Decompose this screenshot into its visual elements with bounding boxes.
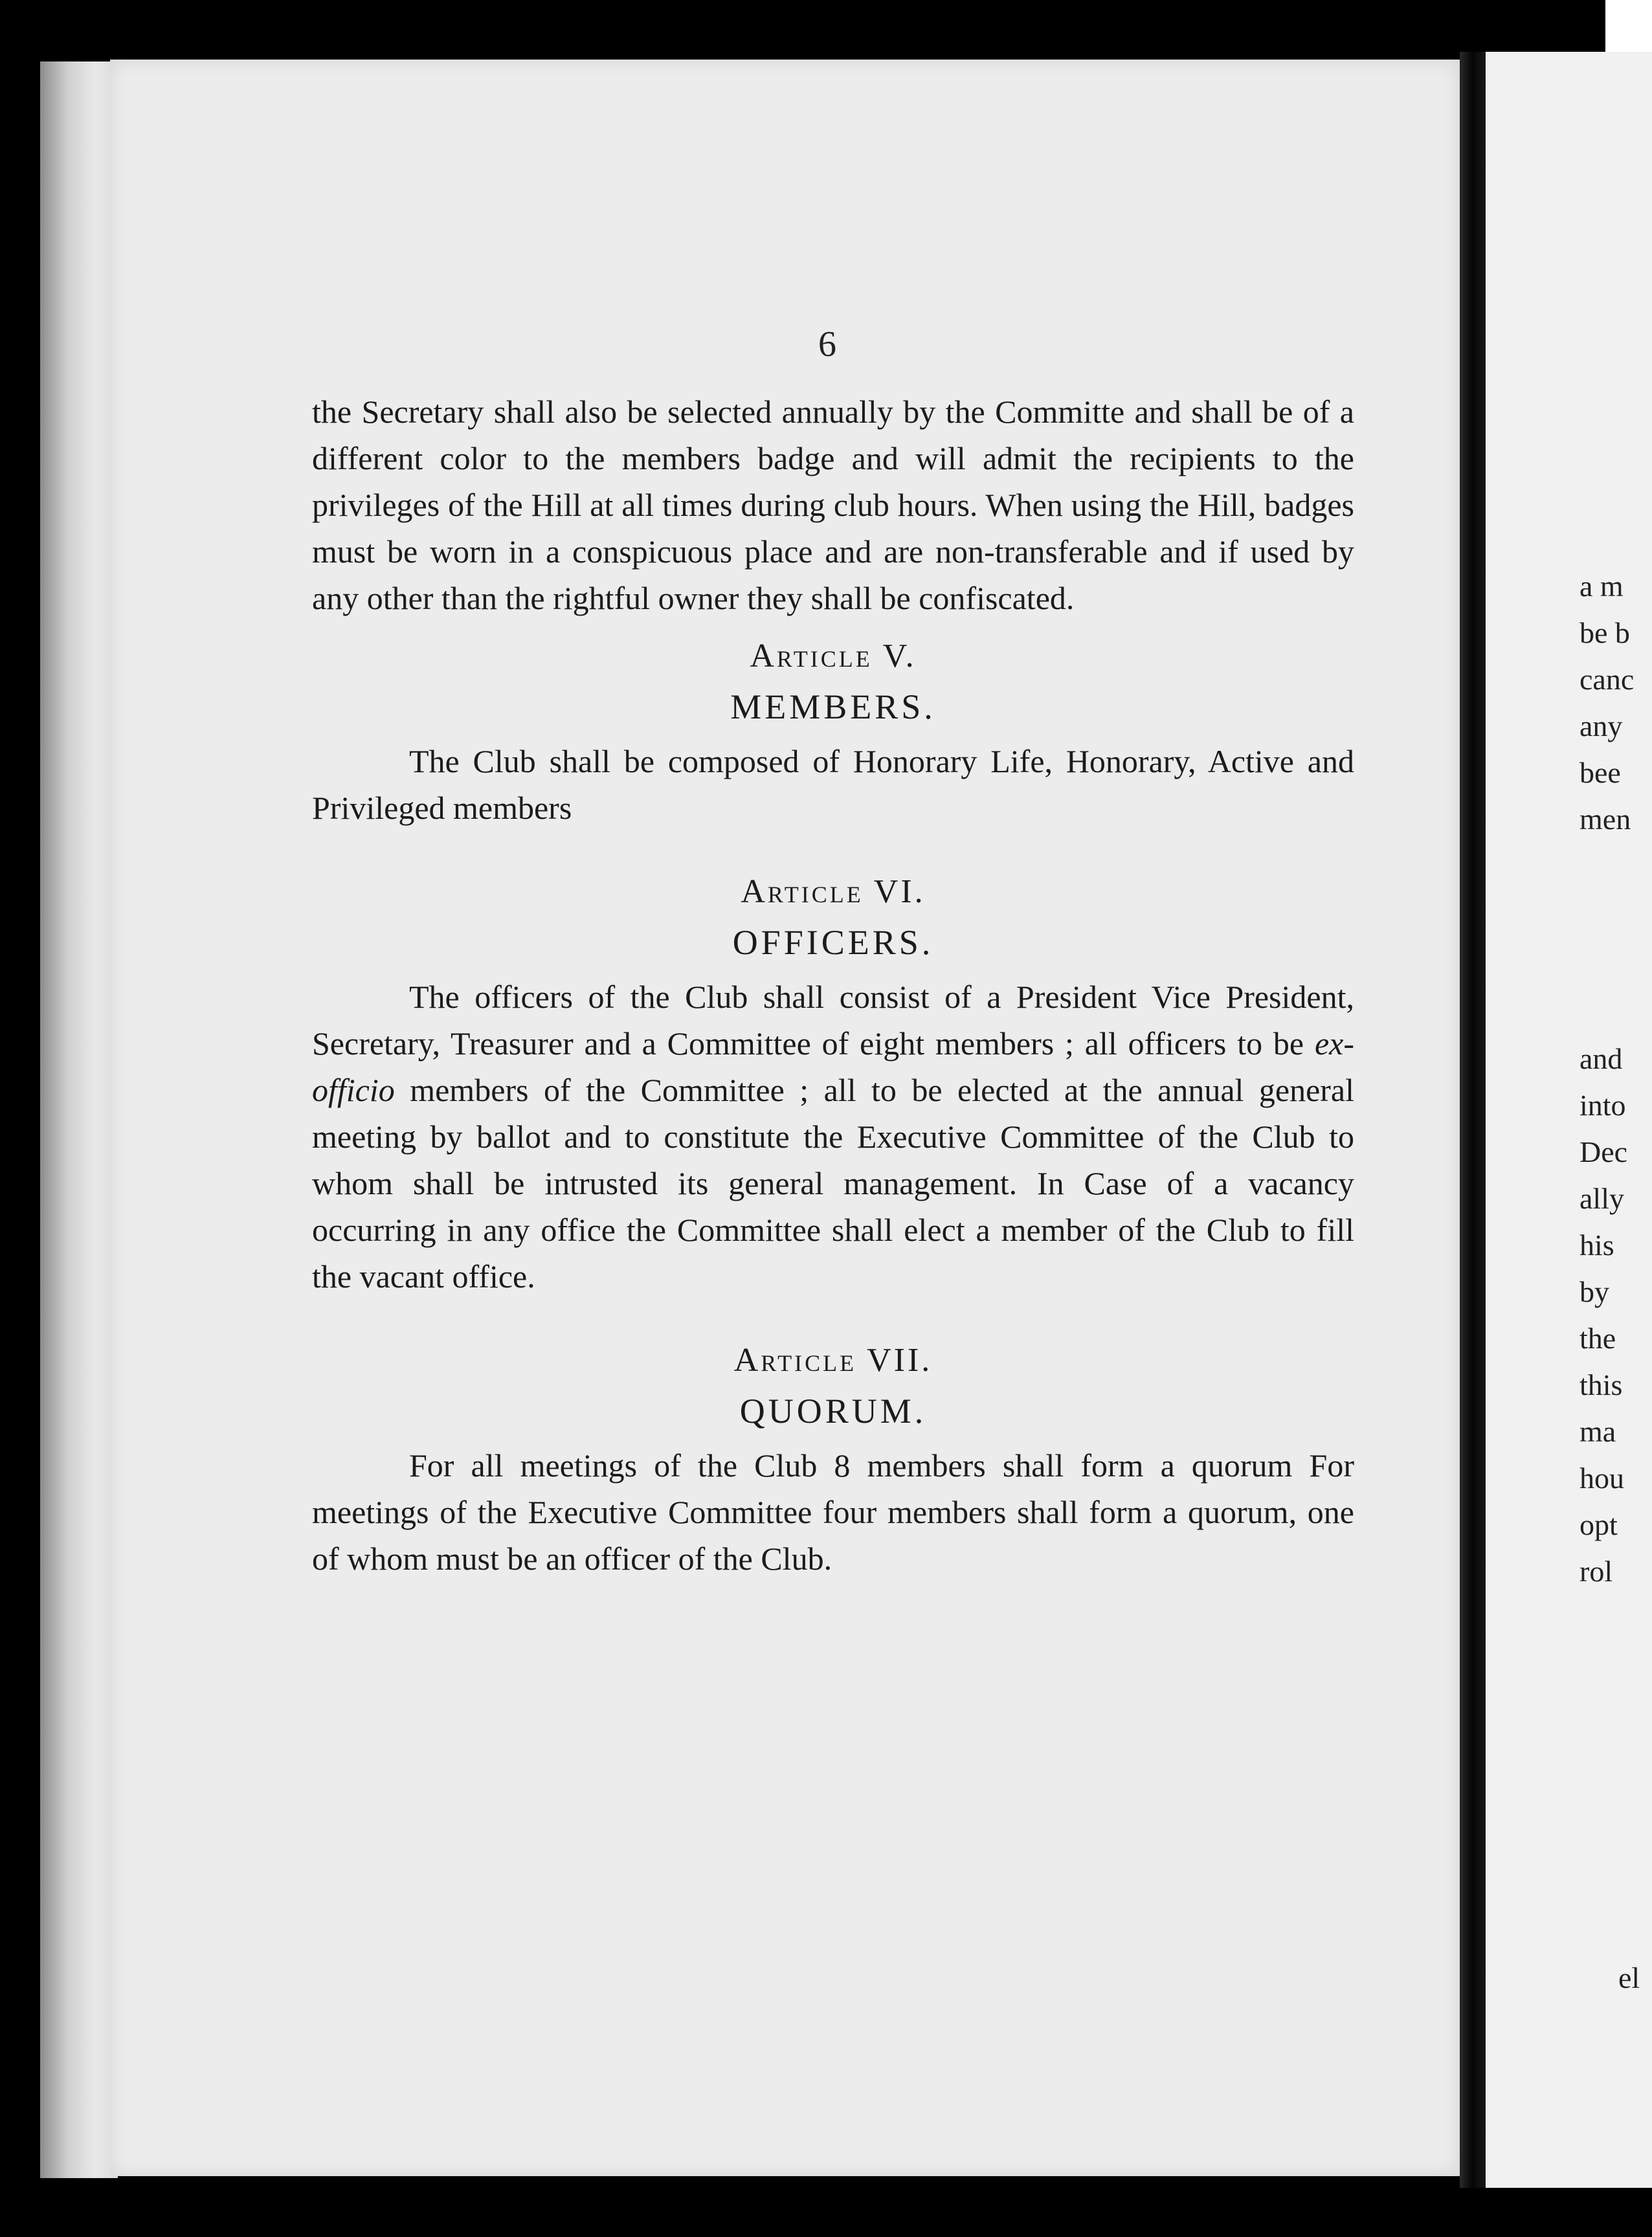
article-6-text-italic: ex-officio: [312, 1025, 1354, 1108]
next-page-line: this: [1579, 1368, 1623, 1401]
next-page-line: canc: [1579, 663, 1635, 696]
next-page-line: a m: [1579, 570, 1624, 603]
article-7-heading: Article VII.: [733, 1342, 933, 1379]
next-page-line: and: [1579, 1042, 1623, 1075]
scan-border: [1605, 0, 1652, 52]
article-5-heading: Article V.: [750, 638, 917, 674]
article-7-text: For all meetings of the Club 8 members shall form a quorum For meetings of the Executive Committee four members shall form a quorum, one of whom must be an officer of the Club.: [312, 1447, 1354, 1577]
book-spine: [40, 61, 118, 2178]
next-page-line: hou: [1579, 1462, 1624, 1495]
intro-paragraph: the Secretary shall also be selected annually by the Committe and shall be of a different color to the members badge and will admit the recipients to the privileges of the Hill at all times during club hours. When using the Hill, badges must be worn in a conspicuous place and are non-transferable and if used by any other than the rightful owner they shall be confiscated.: [312, 394, 1354, 616]
spacer: [312, 1300, 1354, 1326]
next-page-line: into: [1579, 1089, 1626, 1122]
article-7-title: QUORUM.: [739, 1392, 927, 1430]
spacer: [312, 831, 1354, 857]
next-page-line: any: [1579, 709, 1623, 742]
next-page-line: el: [1618, 1961, 1640, 1994]
next-page-line: ma: [1579, 1415, 1616, 1448]
article-6-heading: Article VI.: [741, 873, 926, 910]
next-page-line: men: [1579, 803, 1631, 836]
next-page-fragment-group3: [1579, 1955, 1652, 2001]
article-6-text-before: The officers of the Club shall consist of a President Vice President, Secretary, Treasurer and a Committee of eight members ; all officers to be: [312, 979, 1354, 1062]
article-5-text: The Club shall be composed of Honorary Life, Honorary, Active and Privileged members: [312, 743, 1354, 826]
article-6-text: [312, 974, 1354, 1300]
next-page-line: be b: [1579, 616, 1630, 649]
next-page-fragment-group1: [1579, 563, 1652, 843]
next-page-line: bee: [1579, 756, 1621, 789]
article-6-text-after: members of the Committee ; all to be elected at the annual general meeting by ballot and to constitute the Executive Committee of the Club to whom shall be intrusted its general management. In Case of a vacancy occurring in any office the Committee shall elect a member of the Club to fill the vacant office.: [312, 1072, 1354, 1295]
page-body: [312, 388, 1354, 1582]
next-page-line: ally: [1579, 1182, 1624, 1215]
next-page-line: the: [1579, 1322, 1616, 1355]
article-5-title: MEMBERS.: [730, 687, 936, 726]
next-page-line: Dec: [1579, 1135, 1628, 1168]
next-page-line: opt: [1579, 1508, 1618, 1541]
next-page-line: rol: [1579, 1555, 1613, 1588]
page-number: 6: [818, 324, 836, 364]
next-page-line: his: [1579, 1229, 1614, 1262]
article-6-title: OFFICERS.: [732, 923, 934, 962]
next-page-fragment-group2: [1579, 1036, 1652, 1595]
page-gutter: [1460, 52, 1486, 2188]
next-page-line: by: [1579, 1275, 1609, 1308]
